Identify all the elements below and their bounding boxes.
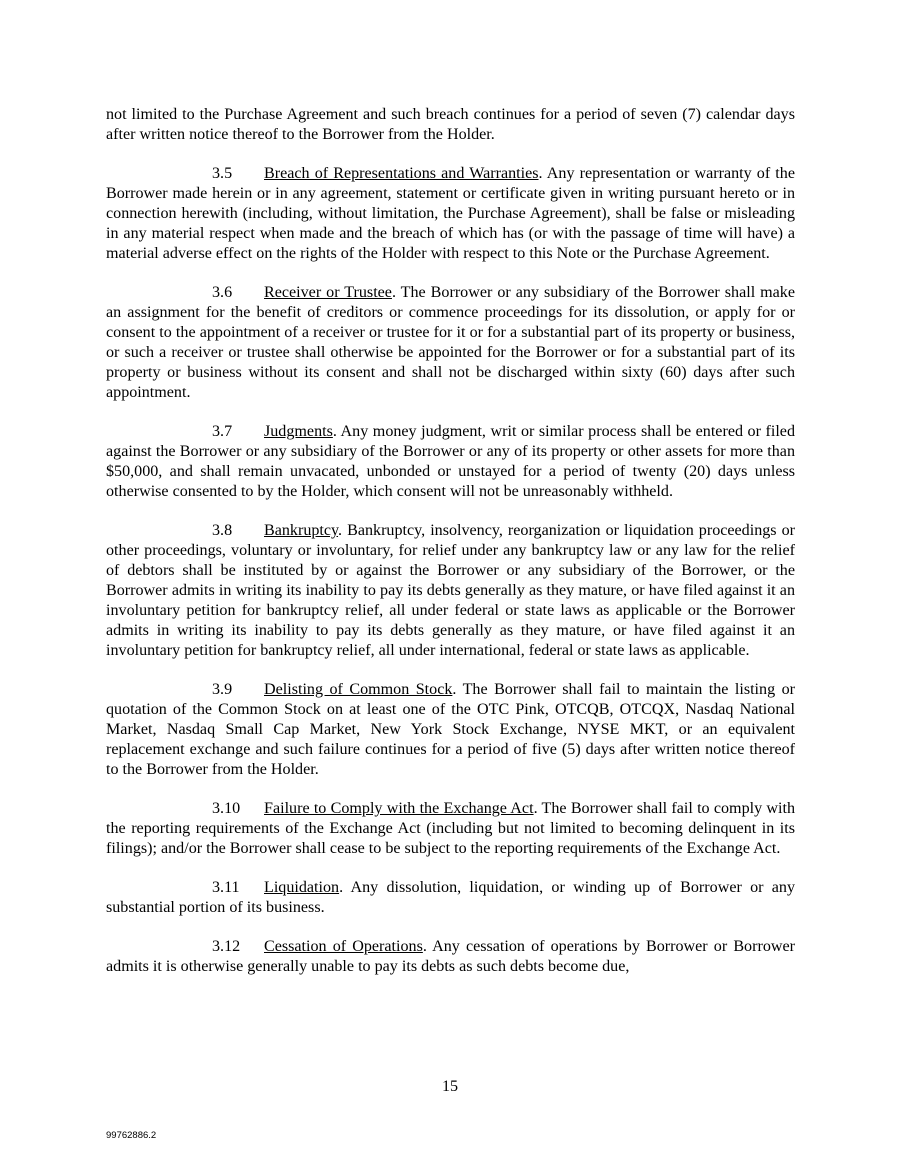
section-3-8 (106, 521, 795, 661)
section-text: . Any representation or warranty of the Borrower made herein or in any agreement, statement or certificate given in writing pursuant hereto or in connection herewith (including, without limitation, the Purchase Agreement), shall be false or misleading in any material respect when made and the breach of which has (or with the passage of time will have) a material adverse effect on the rights of the Holder with respect to this Note or the Purchase Agreement. (106, 165, 795, 262)
section-heading: Failure to Comply with the Exchange Act (264, 800, 534, 817)
section-number: 3.12 (212, 938, 241, 955)
section-heading: Receiver or Trustee (264, 284, 392, 301)
page-number: 15 (441, 1078, 459, 1095)
section-number: 3.10 (212, 800, 241, 817)
section-text: . Any cessation of operations by Borrower or Borrower admits it is otherwise generally unable to pay its debts as such debts become due, (106, 938, 795, 975)
section-number: 3.8 (212, 522, 233, 539)
section-text: . Any money judgment, writ or similar process shall be entered or filed against the Borrower or any subsidiary of the Borrower or any of its property or other assets for more than $50,000, and shall remain unvacated, unbonded or unstayed for a period of twenty (20) days unless otherwise consented to by the Holder, which consent will not be unreasonably withheld. (106, 423, 795, 500)
section-text: . Bankruptcy, insolvency, reorganization or liquidation proceedings or other proceedings, voluntary or involuntary, for relief under any bankruptcy law or any law for the relief of debtors shall be instituted by or against the Borrower or any subsidiary of the Borrower, or the Borrower admits in writing its inability to pay its debts generally as they mature, or have filed against it an involuntary petition for bankruptcy relief, all under federal or state laws as applicable or the Borrower admits in writing its inability to pay its debts generally as they mature, or have filed against it an involuntary petition for bankruptcy relief, all under international, federal or state laws as applicable. (106, 522, 795, 659)
section-3-12 (106, 937, 795, 977)
section-text: . The Borrower shall fail to comply with the reporting requirements of the Exchange Act (including but not limited to becoming delinquent in its filings); and/or the Borrower shall cease to be subject to the reporting requirements of the Exchange Act. (106, 800, 795, 857)
section-text: . Any dissolution, liquidation, or winding up of Borrower or any substantial portion of its business. (106, 879, 795, 916)
section-heading: Breach of Representations and Warranties (264, 165, 539, 182)
section-number: 3.5 (212, 165, 233, 182)
section-3-5 (106, 164, 795, 264)
section-number: 3.7 (212, 423, 233, 440)
section-text: . The Borrower or any subsidiary of the Borrower shall make an assignment for the benefit of creditors or commence proceedings for its dissolution, or apply for or consent to the appointment of a receiver or trustee for it or for a substantial part of its property or business, or such a receiver or trustee shall otherwise be appointed for the Borrower or for a substantial part of its property or business without its consent and shall not be discharged within sixty (60) days after such appointment. (106, 284, 796, 401)
section-3-6 (106, 283, 795, 403)
continued-paragraph: not limited to the Purchase Agreement and such breach continues for a period of seven (7) calendar days after written notice thereof to the Borrower from the Holder. (106, 106, 795, 143)
document-id: 99762886.2 (106, 1130, 157, 1141)
section-number: 3.11 (212, 879, 240, 896)
section-3-11 (106, 878, 795, 918)
section-text: . The Borrower shall fail to maintain the listing or quotation of the Common Stock on at least one of the OTC Pink, OTCQB, OTCQX, Nasdaq National Market, Nasdaq Small Cap Market, New York Stock Exchange, NYSE MKT, or an equivalent replacement exchange and such failure continues for a period of five (5) days after written notice thereof to the Borrower from the Holder. (106, 681, 795, 778)
section-heading: Judgments (264, 423, 333, 440)
section-heading: Bankruptcy (264, 522, 339, 539)
section-3-10 (106, 799, 795, 859)
section-heading: Cessation of Operations (264, 938, 423, 955)
document-body (106, 105, 795, 996)
section-heading: Delisting of Common Stock (264, 681, 453, 698)
section-3-9 (106, 680, 795, 780)
section-number: 3.9 (212, 681, 233, 698)
section-3-7 (106, 422, 795, 502)
section-number: 3.6 (212, 284, 233, 301)
section-heading: Liquidation (264, 879, 340, 896)
